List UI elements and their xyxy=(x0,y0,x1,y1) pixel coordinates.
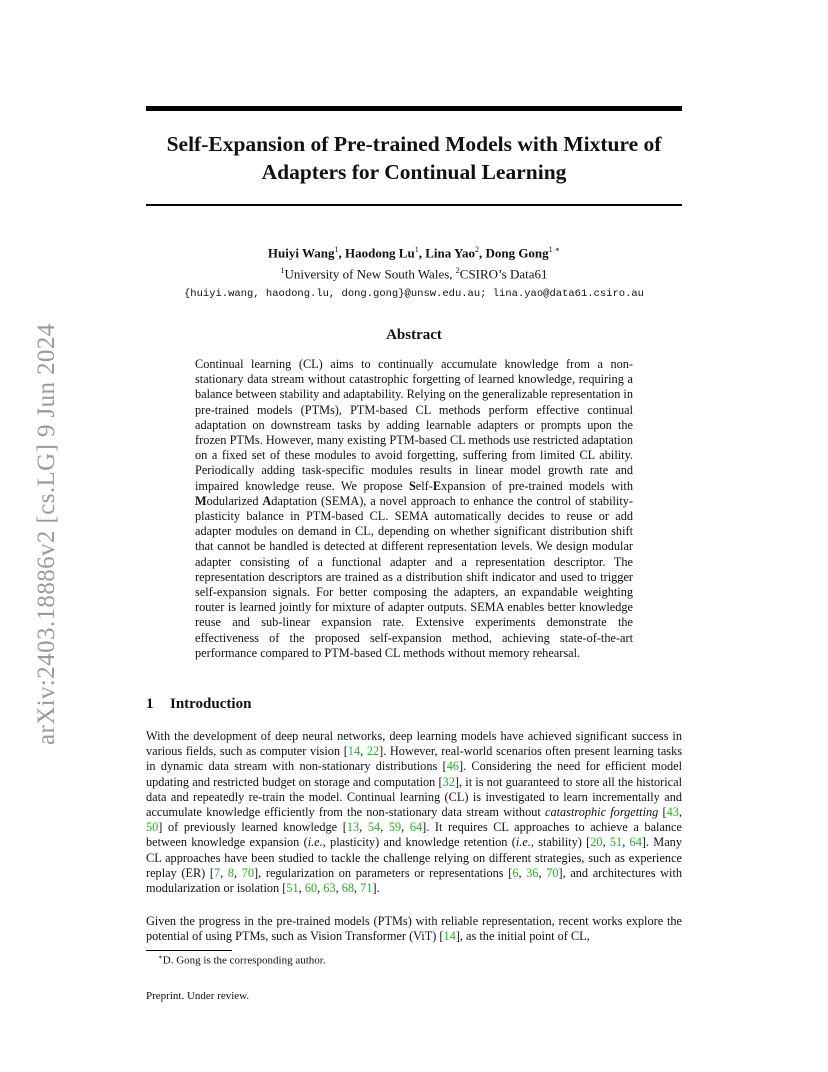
title-rule-top xyxy=(146,106,682,111)
citation-link[interactable]: 54 xyxy=(367,820,381,835)
author-block xyxy=(146,242,682,302)
citation-link[interactable]: 20 xyxy=(590,835,603,850)
citation-link[interactable]: 63 xyxy=(323,881,336,896)
preprint-note: Preprint. Under review. xyxy=(146,990,250,1002)
author-affil-mark: 1 xyxy=(414,245,419,254)
title-rule-bottom xyxy=(146,204,682,206)
citation-link[interactable]: 70 xyxy=(241,865,255,880)
author-affil-mark: 1 xyxy=(334,245,339,254)
intro-paragraph-1: With the development of deep neural networks, deep learning models have achieved significant success in various fields, such as computer vision [14, 22]. However, real-world scenarios often present learning tasks in dynamic data stream with non-stationary distributions [46]. Considering the need for efficient model updating and restricted budget on storage and computation [32], it is not guaranteed to store all the historical data and repeatedly re-train the model. Continual learning (CL) is investigated to learn incrementally and accumulate knowledge efficiently from the non-stationary data stream without catastrophic forgetting [43, 50] of previously learned knowledge [13, 54, 59, 64]. It requires CL approaches to achieve a balance between knowledge expansion (i.e., plasticity) and knowledge retention (i.e., stability) [20, 51, 64]. Many CL approaches have been studied to tackle the challenge relying on different strategies, such as experience replay (ER) [7, 8, 70], regularization on parameters or representations [6, 36, 70], and architectures with modularization or isolation [51, 60, 63, 68, 71]. xyxy=(146,729,683,896)
citation-link[interactable]: 50 xyxy=(146,820,159,835)
citation-link[interactable]: 36 xyxy=(526,865,539,880)
affiliations: $^1$University of New South Wales, $^2$CSIRO’s Data61 xyxy=(280,266,548,282)
citation-link[interactable]: 32 xyxy=(442,774,455,789)
author-name: Haodong Lu xyxy=(344,245,415,261)
citation-link[interactable]: 7 xyxy=(214,865,221,880)
citation-link[interactable]: 71 xyxy=(360,881,373,896)
citation-link[interactable]: 14 xyxy=(347,744,361,759)
author-name: Dong Gong xyxy=(485,245,549,261)
citation-link[interactable]: 64 xyxy=(409,820,423,835)
citation-link[interactable]: 43 xyxy=(666,805,679,820)
author-affil-mark: 2 xyxy=(474,245,479,254)
citation-link[interactable]: 14 xyxy=(443,929,456,944)
author-name: Huiyi Wang xyxy=(267,245,335,261)
footnote: ∗D. Gong is the corresponding author. xyxy=(158,953,326,967)
citation-link[interactable]: 51 xyxy=(609,835,623,850)
citation-link[interactable]: 6 xyxy=(512,865,519,880)
author-names: Huiyi Wang$^1$, Haodong Lu$^1$, Lina Yao$^2$, Dong Gong$^{1 ∗}$ xyxy=(267,245,561,261)
author-name: Lina Yao xyxy=(425,245,475,261)
footnote-rule xyxy=(146,950,232,951)
citation-link[interactable]: 46 xyxy=(446,759,459,774)
citation-link[interactable]: 60 xyxy=(304,881,318,896)
abstract-text: Continual learning (CL) aims to continually accumulate knowledge from a non-stationary data stream without catastrophic forgetting of learned knowledge, requiring a balance between stability and adaptability. Relying on the generalizable representation in pre-trained models (PTMs), PTM-based CL methods perform effective continual adaptation on downstream tasks by adding learnable adapters or prompts upon the frozen PTMs. However, many existing PTM-based CL methods use restricted adaptation on a fixed set of these modules to avoid forgetting, suffering from limited CL ability. Periodically adding task-specific modules results in linear model growth rate and impaired knowledge reuse. We propose Self-Expansion of pre-trained models with Modularized Adaptation (SEMA), a novel approach to enhance the control of stability-plasticity balance in PTM-based CL. SEMA automatically decides to reuse or add adapter modules on demand in CL, depending on whether significant distribution shift that cannot be handled is detected at different representation levels. We design modular adapter consisting of a functional adapter and a representation descriptor. The representation descriptors are trained as a distribution shift indicator and used to trigger self-expansion signals. For better composing the adapters, an expandable weighting router is learned jointly for mixture of adapter outputs. SEMA enables better knowledge reuse and sub-linear expansion rate. Extensive experiments demonstrate the effectiveness of the proposed self-expansion method, achieving state-of-the-art performance compared to PTM-based CL methods without memory rehearsal. xyxy=(195,357,633,660)
citation-link[interactable]: 22 xyxy=(366,744,380,759)
author-affil-mark: 1 ∗ xyxy=(548,245,561,254)
author-emails: {huiyi.wang, haodong.lu, dong.gong}@unsw.edu.au; lina.yao@data61.csiro.au xyxy=(184,287,644,300)
arxiv-identifier: arXiv:2403.18886v2 [cs.LG] 9 Jun 2024 xyxy=(33,323,60,745)
section-heading-introduction: 1 Introduction xyxy=(146,696,252,712)
citation-link[interactable]: 51 xyxy=(286,881,299,896)
intro-paragraph-2: Given the progress in the pre-trained models (PTMs) with reliable representation, recent works explore the potential of using PTMs, such as Vision Transformer (ViT) [14], as the initial point of CL, xyxy=(146,914,682,944)
paper-title: Self-Expansion of Pre-trained Models with Mixture of Adapters for Continual Learning xyxy=(166,132,662,184)
citation-link[interactable]: 8 xyxy=(227,865,235,880)
citation-link[interactable]: 68 xyxy=(341,881,355,896)
citation-link[interactable]: 59 xyxy=(388,820,402,835)
citation-link[interactable]: 70 xyxy=(546,865,559,880)
citation-link[interactable]: 13 xyxy=(346,820,360,835)
citation-link[interactable]: 64 xyxy=(629,835,642,850)
abstract-heading: Abstract xyxy=(386,327,442,343)
